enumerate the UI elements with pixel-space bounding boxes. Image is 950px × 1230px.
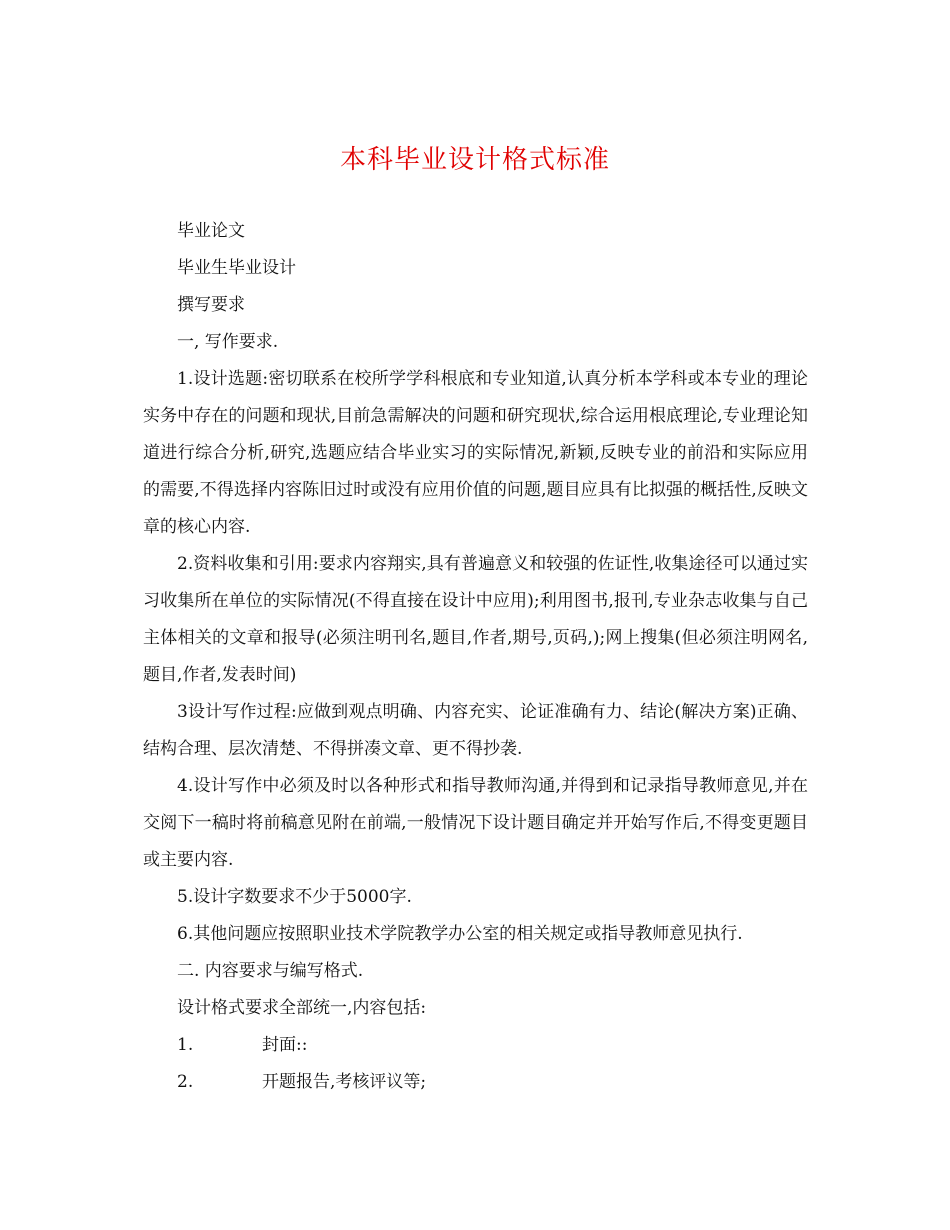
- list-item: [143, 1027, 808, 1064]
- paragraph-heading-thesis: 毕业论文: [177, 221, 245, 241]
- document-body: [143, 213, 808, 1101]
- section-heading-content-format: 二. 内容要求与编写格式.: [177, 961, 364, 981]
- paragraph-material-collection: 2.资料收集和引用:要求内容翔实,具有普遍意义和较强的佐证性,收集途径可以通过实习收集所在单位的实际情况(不得直接在设计中应用);利用图书,报刊,专业杂志收集与自己主体相关的文章和报导(必须注明刊名,题目,作者,期号,页码,);网上搜集(但必须注明网名,题目,作者,发表时间): [143, 554, 808, 685]
- list-item-number: 2.: [177, 1072, 194, 1092]
- list-item-text: 封面::: [262, 1035, 308, 1055]
- list-item-number: 1.: [177, 1035, 194, 1055]
- paragraph-topic-selection: 1.设计选题:密切联系在校所学学科根底和专业知道,认真分析本学科或本专业的理论实务中存在的问题和现状,目前急需解决的问题和研究现状,综合运用根底理论,专业理论知道进行综合分析,研究,选题应结合毕业实习的实际情况,新颖,反映专业的前沿和实际应用的需要,不得选择内容陈旧过时或没有应用价值的问题,题目应具有比拟强的概括性,反映文章的核心内容.: [143, 369, 808, 537]
- paragraph-teacher-communication: 4.设计写作中必须及时以各种形式和指导教师沟通,并得到和记录指导教师意见,并在交阅下一稿时将前稿意见附在前端,一般情况下设计题目确定并开始写作后,不得变更题目或主要内容.: [143, 776, 808, 870]
- section-heading-writing: 一, 写作要求.: [177, 332, 279, 352]
- paragraph-format-unified: 设计格式要求全部统一,内容包括:: [177, 998, 427, 1018]
- paragraph-other-issues: 6.其他问题应按照职业技术学院教学办公室的相关规定或指导教师意见执行.: [177, 924, 743, 944]
- paragraph-heading-writing-requirements: 撰写要求: [177, 295, 245, 315]
- list-item: [143, 1064, 808, 1101]
- document-title: 本科毕业设计格式标准: [339, 145, 610, 175]
- paragraph-writing-process: 3设计写作过程:应做到观点明确、内容充实、论证准确有力、结论(解决方案)正确、结构合理、层次清楚、不得拼凑文章、更不得抄袭.: [143, 702, 808, 759]
- list-item-text: 开题报告,考核评议等;: [262, 1072, 427, 1092]
- paragraph-word-count: 5.设计字数要求不少于5000字.: [177, 887, 412, 907]
- paragraph-heading-graduate-design: 毕业生毕业设计: [177, 258, 296, 278]
